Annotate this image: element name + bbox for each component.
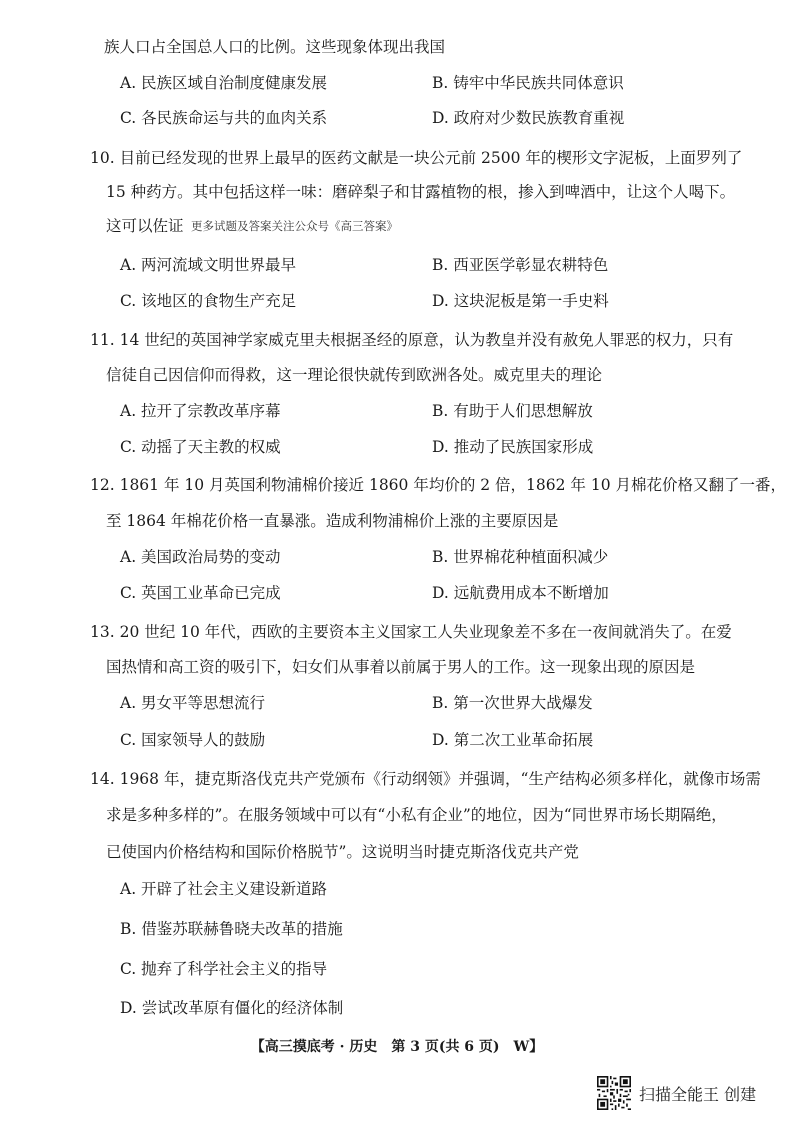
q9-option-b: B. 铸牢中华民族共同体意识 [432,74,624,92]
page-footer: 【高三摸底考 · 历史 第 3 页(共 6 页) W】 [250,1039,544,1055]
q14-stem-line2: 求是多种多样的”。在服务领域中可以有“小私有企业”的地位，因为“同世界市场长期隔绝， [106,806,727,824]
q12-option-c: C. 英国工业革命已完成 [120,584,281,602]
q12-option-a: A. 美国政治局势的变动 [120,548,281,566]
q10-option-d: D. 这块泥板是第一手史料 [432,292,609,310]
q13-option-b: B. 第一次世界大战爆发 [432,694,593,712]
q10-option-a: A. 两河流域文明世界最早 [120,256,297,274]
q14-option-c: C. 抛弃了科学社会主义的指导 [120,960,328,978]
q10-stem-line3: 这可以佐证 [106,217,184,235]
q9-stem-tail: 族人口占全国总人口的比例。这些现象体现出我国 [104,38,446,56]
q13-option-c: C. 国家领导人的鼓励 [120,731,266,749]
q12-option-b: B. 世界棉花种植面积减少 [432,548,609,566]
qr-code-icon [597,1076,631,1110]
q10-promo-note: 更多试题及答案关注公众号《高三答案》 [191,219,398,233]
q12-stem-line2: 至 1864 年棉花价格一直暴涨。造成利物浦棉价上涨的主要原因是 [106,512,559,530]
q11-option-c: C. 动摇了天主教的权威 [120,438,281,456]
q10-stem-line1: 10. 目前已经发现的世界上最早的医药文献是一块公元前 2500 年的楔形文字泥板，上面罗列了 [90,149,743,167]
watermark-text: 扫描全能王 创建 [639,1084,757,1104]
q14-option-b: B. 借鉴苏联赫鲁晓夫改革的措施 [120,920,343,938]
q14-stem-line3: 已使国内价格结构和国际价格脱节”。这说明当时捷克斯洛伐克共产党 [106,843,579,861]
q9-option-a: A. 民族区域自治制度健康发展 [120,74,328,92]
scanner-watermark [597,1075,756,1111]
q9-option-c: C. 各民族命运与共的血肉关系 [120,109,328,127]
q10-option-c: C. 该地区的食物生产充足 [120,292,297,310]
q13-option-a: A. 男女平等思想流行 [120,694,266,712]
q13-stem-line1: 13. 20 世纪 10 年代，西欧的主要资本主义国家工人失业现象差不多在一夜间就消失了。在爱 [90,623,732,641]
q11-stem-line2: 信徒自己因信仰而得救，这一理论很快就传到欧洲各处。威克里夫的理论 [106,366,603,384]
q11-stem-line1: 11. 14 世纪的英国神学家威克里夫根据圣经的原意，认为教皇并没有赦免人罪恶的权力，只有 [90,331,734,349]
q13-option-d: D. 第二次工业革命拓展 [432,731,594,749]
q12-stem-line1: 12. 1861 年 10 月英国利物浦棉价接近 1860 年均价的 2 倍，1862 年 10 月棉花价格又翻了一番， [90,476,786,494]
q13-stem-line2: 国热情和高工资的吸引下，妇女们从事着以前属于男人的工作。这一现象出现的原因是 [106,658,696,676]
q11-option-d: D. 推动了民族国家形成 [432,438,594,456]
q10-stem-line2: 15 种药方。其中包括这样一味：磨碎梨子和甘露植物的根，掺入到啤酒中，让这个人喝下。 [106,183,736,201]
q10-option-b: B. 西亚医学彰显农耕特色 [432,256,609,274]
q14-stem-line1: 14. 1968 年，捷克斯洛伐克共产党颁布《行动纲领》并强调，“生产结构必须多样化，就像市场需 [90,770,761,788]
q14-option-a: A. 开辟了社会主义建设新道路 [120,880,328,898]
q9-option-d: D. 政府对少数民族教育重视 [432,109,625,127]
q12-option-d: D. 远航费用成本不断增加 [432,584,609,602]
q11-option-a: A. 拉开了宗教改革序幕 [120,402,281,420]
q11-option-b: B. 有助于人们思想解放 [432,402,593,420]
q14-option-d: D. 尝试改革原有僵化的经济体制 [120,999,344,1017]
